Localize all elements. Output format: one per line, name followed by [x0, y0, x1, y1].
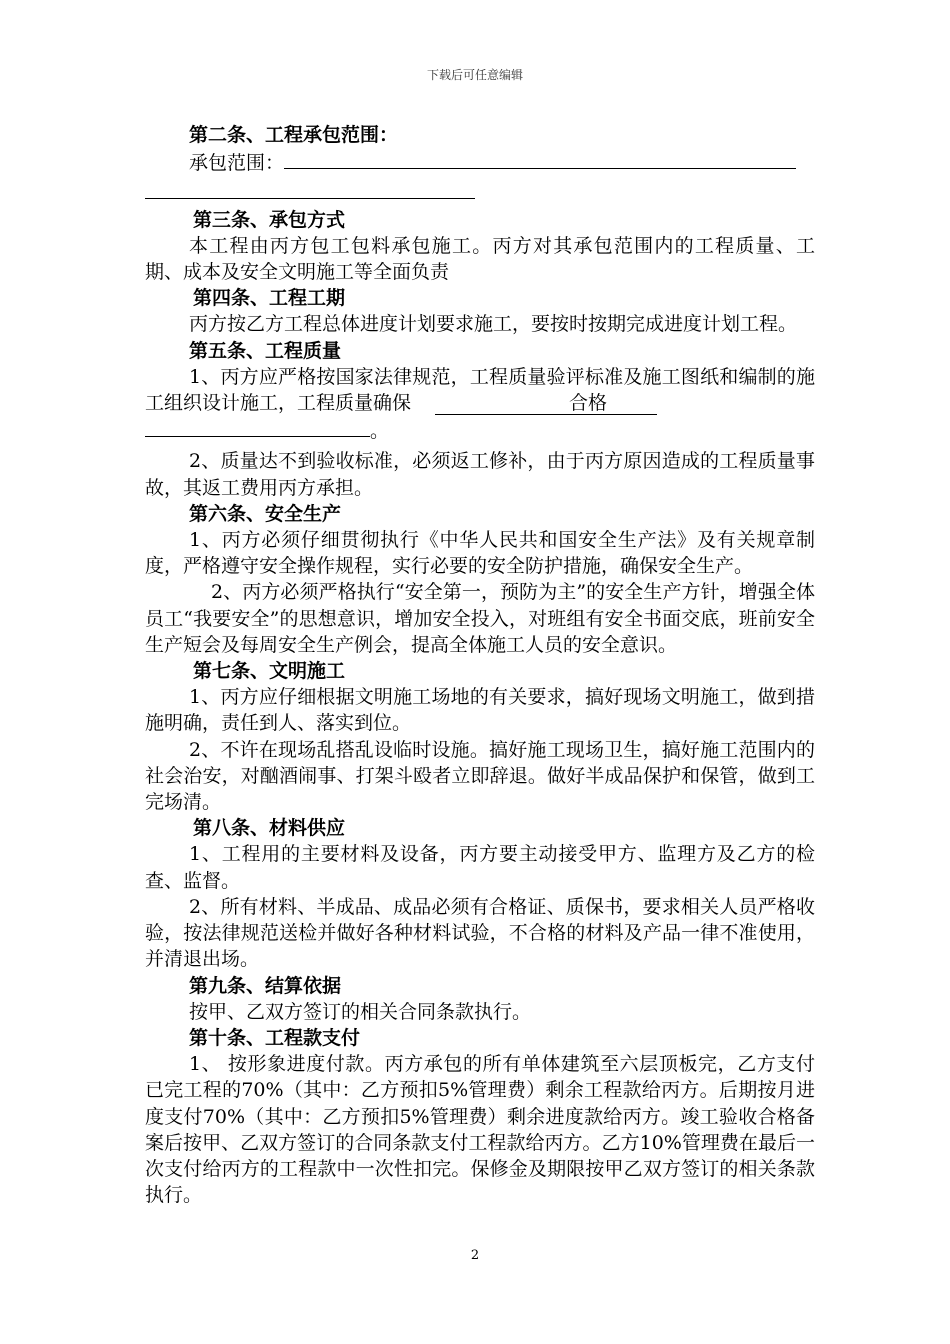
- article-8-p1: 1、工程用的主要材料及设备，丙方要主动接受甲方、监理方及乙方的检查、监督。: [145, 843, 815, 892]
- quality-grade-value: 合格: [569, 392, 608, 415]
- article-3-p1: 本工程由丙方包工包料承包施工。丙方对其承包范围内的工程质量、工期、成本及安全文明施工等全面负责: [145, 234, 815, 284]
- scope-line-2: [145, 178, 815, 206]
- article-3-title: 第三条、承包方式: [193, 208, 346, 231]
- article-4-p1: 丙方按乙方工程总体进度计划要求施工，要按时按期完成进度计划工程。: [189, 313, 798, 336]
- article-6-title: 第六条、安全生产: [189, 502, 342, 525]
- contract-body: [145, 122, 815, 1208]
- article-8-p2: 2、所有材料、半成品、成品必须有合格证、质保书，要求相关人员严格收验，按法律规范送检并做好各种材料试验，不合格的材料及产品一律不准使用，并清退出场。: [145, 895, 815, 971]
- article-5-p2: 2、质量达不到验收标准，必须返工修补，由于丙方原因造成的工程质量事故，其返工费用丙方承担。: [145, 450, 815, 499]
- article-10-title: 第十条、工程款支付: [189, 1026, 361, 1049]
- article-5-p1-end: 。: [370, 420, 390, 443]
- page-header-note: 下载后可任意编辑: [426, 68, 523, 82]
- article-5-p1: [145, 364, 815, 445]
- article-5-title: 第五条、工程质量: [189, 339, 342, 362]
- article-6-p2: 2、丙方必须严格执行“安全第一，预防为主”的安全生产方针，增强全体员工“我要安全”的思想意识，增加安全投入，对班组有安全书面交底，班前安全生产短会及每周安全生产例会，提高全体施工人员的安全意识。: [145, 581, 815, 656]
- article-9-title: 第九条、结算依据: [189, 974, 342, 997]
- article-9-p1: 按甲、乙双方签订的相关合同条款执行。: [189, 1000, 532, 1023]
- article-2-title: 第二条、工程承包范围：: [189, 124, 399, 146]
- article-7-p1: 1、丙方应仔细根据文明施工场地的有关要求，搞好现场文明施工，做到措施明确，责任到人、落实到位。: [145, 686, 815, 735]
- quality-blank: [145, 416, 370, 437]
- article-10-p1: 1、 按形象进度付款。丙方承包的所有单体建筑至六层顶板完，乙方支付已完工程的70%（其中：乙方预扣5%管理费）剩余工程款给丙方。后期按月进度支付70%（其中：乙方预扣5%管理费）剩余进度款给丙方。竣工验收合格备案后按甲、乙双方签订的合同条款支付工程款给丙方。乙方10%管理费在最后一次支付给丙方的工程款中一次性扣完。保修金及期限按甲乙双方签订的相关条款执行。: [145, 1053, 815, 1207]
- page-number: 2: [470, 1248, 480, 1263]
- scope-blank-2: [145, 178, 475, 199]
- article-7-p2: 2、不许在现场乱搭乱设临时设施。搞好施工现场卫生，搞好施工范围内的社会治安，对酗酒闹事、打架斗殴者立即辞退。做好半成品保护和保管，做到工完场清。: [145, 738, 815, 814]
- article-5-p1-text: 1、丙方应严格按国家法律规范，工程质量验评标准及施工图纸和编制的施工组织设计施工，工程质量确保: [145, 365, 815, 415]
- scope-line: [145, 148, 815, 176]
- quality-grade-field: [435, 392, 657, 415]
- scope-label: 承包范围：: [189, 152, 285, 175]
- article-4-title: 第四条、工程工期: [193, 287, 346, 310]
- article-7-title: 第七条、文明施工: [193, 660, 346, 683]
- article-6-p1: 1、丙方必须仔细贯彻执行《中华人民共和国安全生产法》及有关规章制度，严格遵守安全操作规程，实行必要的安全防护措施，确保安全生产。: [145, 529, 815, 578]
- article-8-title: 第八条、材料供应: [193, 817, 346, 840]
- scope-blank-1: [284, 148, 796, 169]
